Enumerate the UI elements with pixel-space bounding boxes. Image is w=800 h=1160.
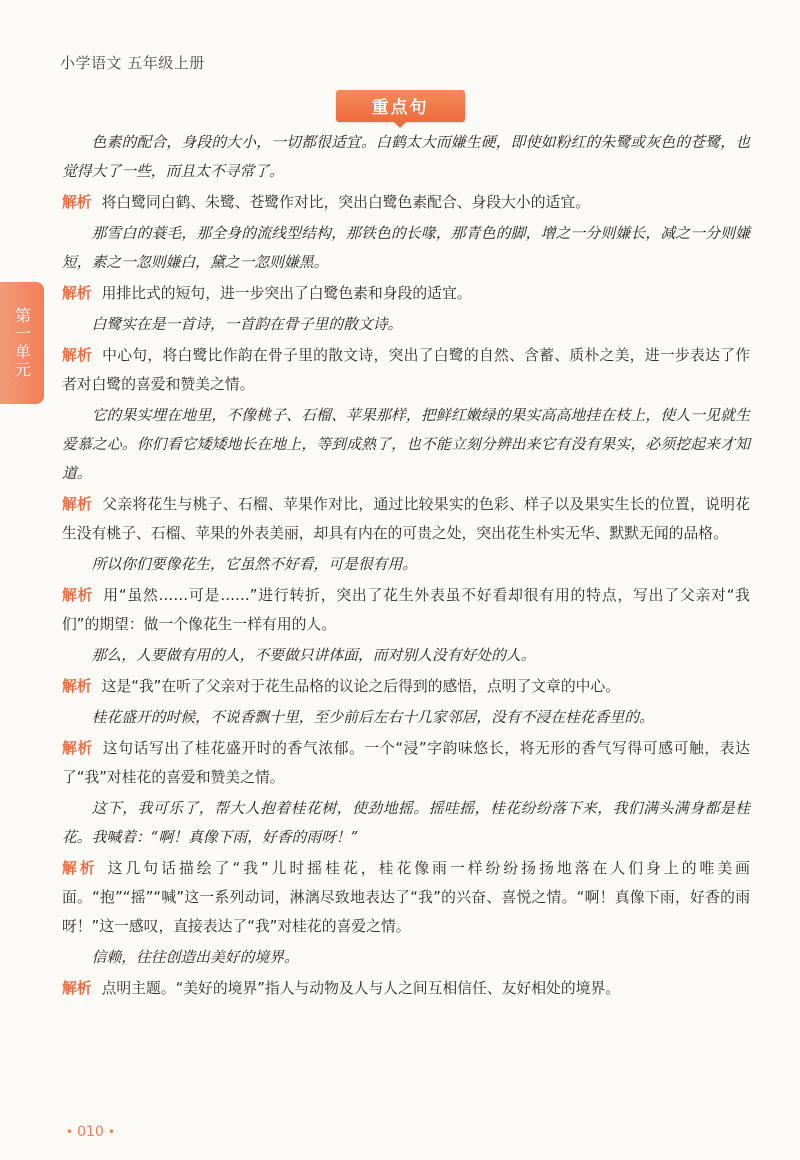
analysis-paragraph <box>62 734 750 792</box>
analysis-label: 解析 <box>62 285 92 302</box>
analysis-paragraph <box>62 341 750 399</box>
quote-text: 那雪白的蓑毛，那全身的流线型结构，那铁色的长喙，那青色的脚，增之一分则嫌长，减之一分则嫌短，素之一忽则嫌白，黛之一忽则嫌黑。 <box>62 225 750 271</box>
analysis-text: 用“虽然……可是……”进行转折，突出了花生外表虽不好看却很有用的特点，写出了父亲对“我们”的期望：做一个像花生一样有用的人。 <box>62 587 750 633</box>
quote-text: 桂花盛开的时候，不说香飘十里，至少前后左右十几家邻居，没有不浸在桂花香里的。 <box>91 709 654 726</box>
quote-text: 所以你们要像花生，它虽然不好看，可是很有用。 <box>91 556 418 573</box>
page-number <box>62 1124 119 1140</box>
quote-text: 那么，人要做有用的人，不要做只讲体面，而对别人没有好处的人。 <box>91 647 536 664</box>
analysis-text: 这几句话描绘了“我”儿时摇桂花，桂花像雨一样纷纷扬扬地落在人们身上的唯美画面。“抱”“摇”“喊”这一系列动词，淋漓尽致地表达了“我”的兴奋、喜悦之情。“啊！真像下雨，好香的雨呀！”这一感叹，直接表达了“我”对桂花的喜爱之情。 <box>62 860 750 935</box>
analysis-text: 这是“我”在听了父亲对于花生品格的议论之后得到的感悟，点明了文章的中心。 <box>101 678 621 695</box>
analysis-paragraph <box>62 581 750 639</box>
content <box>62 128 750 1005</box>
analysis-paragraph <box>62 974 750 1003</box>
analysis-label: 解析 <box>62 347 93 364</box>
page-dot-right: • <box>107 1125 115 1139</box>
page-number-text: 010 <box>77 1124 104 1140</box>
analysis-paragraph <box>62 279 750 308</box>
analysis-label: 解析 <box>62 980 92 997</box>
analysis-label: 解析 <box>62 587 94 604</box>
analysis-paragraph <box>62 188 750 217</box>
analysis-label: 解析 <box>62 496 93 513</box>
unit-side-tab: 第一单元 <box>0 282 44 404</box>
analysis-label: 解析 <box>62 740 93 757</box>
analysis-text: 这句话写出了桂花盛开时的香气浓郁。一个“浸”字韵味悠长，将无形的香气写得可感可触，表达了“我”对桂花的喜爱和赞美之情。 <box>62 740 750 786</box>
analysis-label: 解析 <box>62 860 98 877</box>
section-tag-wrap <box>0 90 800 122</box>
analysis-text: 用排比式的短句，进一步突出了白鹭色素和身段的适宜。 <box>101 285 472 302</box>
quote-text: 色素的配合，身段的大小，一切都很适宜。白鹤太大而嫌生硬，即使如粉红的朱鹭或灰色的苍鹭，也觉得大了一些，而且太不寻常了。 <box>62 134 750 180</box>
book-header: 小学语文 五年级上册 <box>60 54 205 72</box>
analysis-label: 解析 <box>62 678 92 695</box>
analysis-label: 解析 <box>62 194 92 211</box>
analysis-paragraph <box>62 672 750 701</box>
analysis-paragraph <box>62 490 750 548</box>
quote-text: 它的果实埋在地里，不像桃子、石榴、苹果那样，把鲜红嫩绿的果实高高地挂在枝上，使人一见就生爱慕之心。你们看它矮矮地长在地上，等到成熟了，也不能立刻分辨出来它有没有果实，必须挖起来才知道。 <box>62 407 750 482</box>
section-tag: 重点句 <box>336 90 465 122</box>
analysis-text: 将白鹭同白鹤、朱鹭、苍鹭作对比，突出白鹭色素配合、身段大小的适宜。 <box>101 194 590 211</box>
quote-text: 白鹭实在是一首诗，一首韵在骨子里的散文诗。 <box>91 316 403 333</box>
quote-text: 信赖，往往创造出美好的境界。 <box>91 949 299 966</box>
page-dot-left: • <box>66 1125 74 1139</box>
analysis-text: 点明主题。“美好的境界”指人与动物及人与人之间互相信任、友好相处的境界。 <box>101 980 621 997</box>
quote-text: 这下，我可乐了，帮大人抱着桂花树，使劲地摇。摇哇摇，桂花纷纷落下来，我们满头满身都是桂花。我喊着：“啊！真像下雨，好香的雨呀！” <box>62 800 750 846</box>
analysis-text: 中心句，将白鹭比作韵在骨子里的散文诗，突出了白鹭的自然、含蓄、质朴之美，进一步表达了作者对白鹭的喜爱和赞美之情。 <box>62 347 750 393</box>
analysis-text: 父亲将花生与桃子、石榴、苹果作对比，通过比较果实的色彩、样子以及果实生长的位置，说明花生没有桃子、石榴、苹果的外表美丽，却具有内在的可贵之处，突出花生朴实无华、默默无闻的品格。 <box>62 496 750 542</box>
analysis-paragraph <box>62 854 750 941</box>
